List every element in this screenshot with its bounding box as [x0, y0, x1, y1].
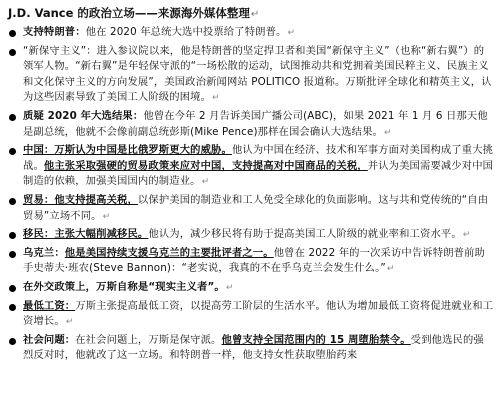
item-text: 他认为中国在经济、技术和军事方面对美国构成了重大挑战。	[23, 144, 494, 172]
paragraph-mark: ↵	[102, 211, 111, 222]
paragraph-mark: ↵	[386, 264, 395, 275]
list-item-minimum-wage	[8, 299, 494, 331]
paragraph-mark: ↵	[225, 282, 234, 293]
item-text: 在外交政策上，万斯自称是“现实主义者”。	[23, 280, 225, 293]
bullet-icon	[9, 232, 16, 239]
item-text: “新保守主义”：进入参议院以来，他是特朗普的坚定捍卫者和美国“新保守主义”（也称“新右翼”）的领军人物。“新右翼”是年轻保守派的“一场松散的运动，试图推动共和党拥着美国民粹主义、民族主义和文化保守主义的方向发展”，美国政治新闻网站 POLITICO 报道称。万斯批评全球化和精英主义，认为这些因素导致了美国工人阶级的困境。	[23, 44, 492, 104]
paragraph-mark: ↵	[250, 9, 260, 20]
paragraph-mark: ↵	[287, 28, 296, 38]
bullet-icon	[9, 304, 16, 311]
item-text: 他曾在 2022 年的一次采访中告诉特朗普前助手史蒂夫·班农(Steve Bannon)：“老实说，我真的不在乎乌克兰会发生什么。”	[23, 246, 485, 275]
bullet-icon	[9, 338, 16, 345]
item-emphasis: 他曾支持全国范围内的 15 周堕胎禁令。	[221, 333, 411, 346]
item-emphasis-2: 他主张采取强硬的贸易政策来应对中国，支持提高对中国商品的关税，	[43, 159, 368, 172]
bullet-icon	[9, 114, 16, 121]
item-label: 质疑 2020 年大选结果：	[23, 109, 144, 122]
bullet-icon	[9, 251, 16, 258]
title-text: J.D. Vance 的政治立场——来源海外媒体整理	[8, 6, 250, 20]
bullet-icon	[9, 198, 16, 205]
item-label: 乌克兰：	[23, 246, 65, 259]
item-emphasis: 万斯认为中国是比俄罗斯更大的威胁。	[54, 144, 232, 157]
item-label: 贸易：他支持提高关税，	[23, 193, 138, 206]
item-text: 以保护美国的制造业和工人免受全球化的负面影响。这与共和党传统的“自由贸易”立场不同。	[23, 193, 489, 222]
list-item-foreign-policy	[8, 280, 494, 297]
paragraph-mark: ↵	[462, 230, 471, 241]
bullet-icon	[9, 30, 16, 37]
bullet-icon	[9, 285, 16, 292]
document-title	[8, 5, 494, 23]
list-item-immigration	[8, 227, 494, 244]
list-item-social-issues	[8, 333, 494, 364]
paragraph-mark: ↵	[384, 127, 392, 138]
paragraph-mark: ↵	[65, 317, 74, 328]
paragraph-mark: ↵	[201, 177, 210, 188]
paragraph-mark: ↵	[212, 93, 220, 104]
item-text-2: 并认为美国需要减少对中国制造的依赖，加强美国国内的制造业。	[23, 159, 494, 188]
item-label: 移民：主张大幅削减移民。	[23, 228, 149, 241]
list-item-china	[8, 143, 494, 191]
item-emphasis: 他是美国持续支援乌克兰的主要批评者之一。	[64, 246, 274, 259]
list-item-support-trump	[8, 25, 494, 42]
item-text: 他曾在今年 2 月告诉美国广播公司(ABC)，如果 2021 年 1 月 6 日那天他是副总统，他就不会像前副总统彭斯(Mike Pence)那样在国会确认大选结果。	[23, 109, 488, 138]
list-item-election-2020	[8, 109, 494, 141]
list-item-ukraine	[8, 246, 494, 278]
item-label: 中国：	[23, 144, 55, 157]
item-label: 最低工资：	[23, 299, 76, 312]
item-text: 他在 2020 年总统大选中投票给了特朗普。	[85, 26, 287, 38]
list-item-trade	[8, 193, 494, 225]
position-list	[8, 25, 494, 364]
list-item-new-conservatism	[8, 44, 494, 107]
item-text: 万斯主张提高最低工资，以提高劳工阶层的生活水平。他认为增加最低工资将促进就业和工资增长。	[23, 299, 494, 328]
item-label: 社会问题：	[23, 333, 76, 346]
item-text: 他认为，减少移民将有助于提高美国工人阶级的就业率和工资水平。	[148, 228, 462, 241]
bullet-icon	[9, 49, 16, 56]
item-label: 支持特朗普：	[23, 26, 86, 38]
bullet-icon	[9, 148, 16, 155]
item-text-2: 受到他选民的强烈反对时，他就改了这一立场。和特朗普一样，他支持女性获取堕胎药来	[23, 333, 484, 362]
item-text: 在社会问题上，万斯是保守派。	[75, 333, 222, 346]
